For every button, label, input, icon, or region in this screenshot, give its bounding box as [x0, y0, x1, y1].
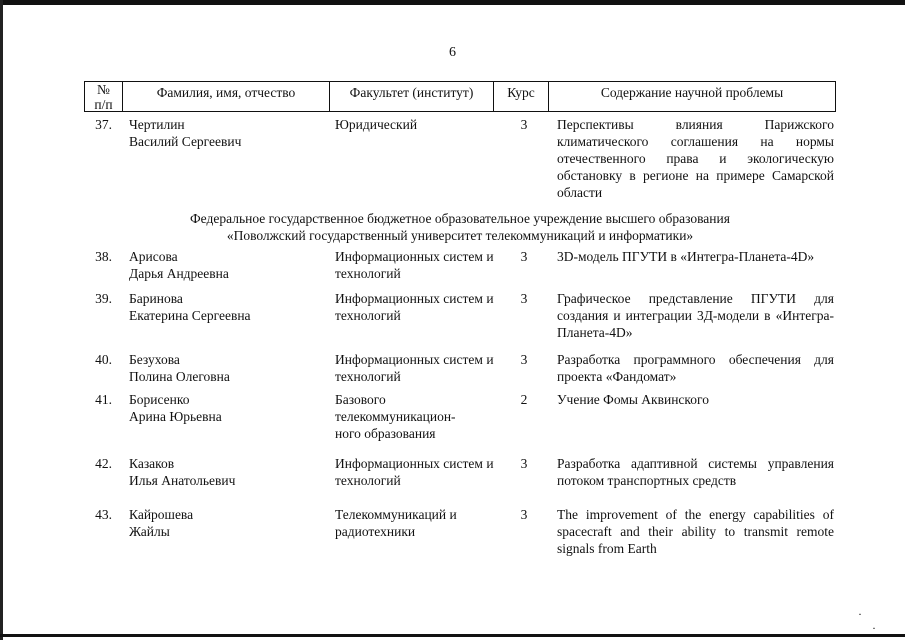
- problem-description: Разработка адаптивной системы управления потоком транспортных средств: [557, 456, 834, 488]
- course: 3: [520, 249, 528, 264]
- student-name: [129, 116, 324, 150]
- student-given-names: Жайлы: [129, 524, 170, 539]
- row-number: 42.: [95, 456, 112, 471]
- header-problem: Содержание научной проблемы: [600, 85, 784, 100]
- problem-description: Графическое представление ПГУТИ для создания и интеграции 3Д-модели в «Интегра-Планета-4D»: [557, 291, 834, 340]
- student-given-names: Илья Анатольевич: [129, 473, 236, 488]
- header-number-cell: [84, 81, 123, 112]
- course: 3: [520, 291, 528, 306]
- student-name: [129, 351, 324, 385]
- problem-description: The improvement of the energy capabilities of spacecraft and their ability to transmit remote signals from Earth: [557, 507, 834, 556]
- header-course-cell: [493, 81, 549, 112]
- course: 3: [520, 117, 528, 132]
- student-name: [129, 248, 324, 282]
- student-given-names: Полина Олеговна: [129, 369, 230, 384]
- faculty: Базового телекоммуникацион-ного образования: [335, 392, 456, 441]
- scan-border-top: [0, 0, 905, 5]
- problem-description: Учение Фомы Аквинского: [557, 392, 710, 407]
- student-name: [129, 290, 324, 324]
- problem-description: 3D-модель ПГУТИ в «Интегра-Планета-4D»: [557, 249, 815, 264]
- header-number-pp: п/п: [94, 97, 113, 112]
- student-name: [129, 455, 324, 489]
- course: 2: [520, 392, 528, 407]
- faculty: Информационных систем и технологий: [335, 249, 494, 281]
- faculty: Информационных систем и технологий: [335, 291, 494, 323]
- student-name: [129, 506, 324, 540]
- faculty: Информационных систем и технологий: [335, 456, 494, 488]
- header-number-sign: №: [97, 82, 110, 97]
- course: 3: [520, 507, 528, 522]
- student-surname: Кайрошева: [129, 507, 194, 522]
- student-given-names: Екатерина Сергеевна: [129, 308, 251, 323]
- faculty: Юридический: [335, 117, 418, 132]
- organization-line-2: «Поволжский государственный университет телекоммуникаций и информатики»: [226, 228, 694, 243]
- student-name: [129, 391, 324, 425]
- student-given-names: Василий Сергеевич: [129, 134, 242, 149]
- organization-heading: [84, 210, 836, 244]
- header-faculty-cell: [329, 81, 494, 112]
- row-number: 38.: [95, 249, 112, 264]
- student-surname: Безухова: [129, 352, 180, 367]
- header-problem-cell: [548, 81, 836, 112]
- course: 3: [520, 352, 528, 367]
- row-number: 39.: [95, 291, 112, 306]
- scan-border-bottom: [0, 634, 905, 637]
- header-course: Курс: [507, 85, 535, 100]
- problem-description: Перспективы влияния Парижского климатического соглашения на нормы отечественного права и экологическую обстановку в регионе на примере Самарской области: [557, 117, 834, 200]
- student-surname: Чертилин: [129, 117, 185, 132]
- page-number: 6: [449, 45, 456, 60]
- scan-speck: ·: [872, 621, 876, 635]
- header-name-cell: [122, 81, 330, 112]
- row-number: 40.: [95, 352, 112, 367]
- header-name: Фамилия, имя, отчество: [156, 85, 296, 100]
- student-surname: Казаков: [129, 456, 175, 471]
- header-faculty: Факультет (институт): [349, 85, 474, 100]
- student-surname: Борисенко: [129, 392, 190, 407]
- problem-description: Разработка программного обеспечения для проекта «Фандомат»: [557, 352, 834, 384]
- scan-border-left: [0, 0, 3, 640]
- row-number: 41.: [95, 392, 112, 407]
- faculty: Телекоммуникаций и радиотехники: [335, 507, 457, 539]
- student-given-names: Арина Юрьевна: [129, 409, 222, 424]
- organization-line-1: Федеральное государственное бюджетное образовательное учреждение высшего образования: [190, 211, 730, 226]
- student-surname: Баринова: [129, 291, 183, 306]
- scan-speck: ·: [858, 607, 862, 621]
- student-surname: Арисова: [129, 249, 178, 264]
- row-number: 43.: [95, 507, 112, 522]
- course: 3: [520, 456, 528, 471]
- student-given-names: Дарья Андреевна: [129, 266, 229, 281]
- faculty: Информационных систем и технологий: [335, 352, 494, 384]
- row-number: 37.: [95, 117, 112, 132]
